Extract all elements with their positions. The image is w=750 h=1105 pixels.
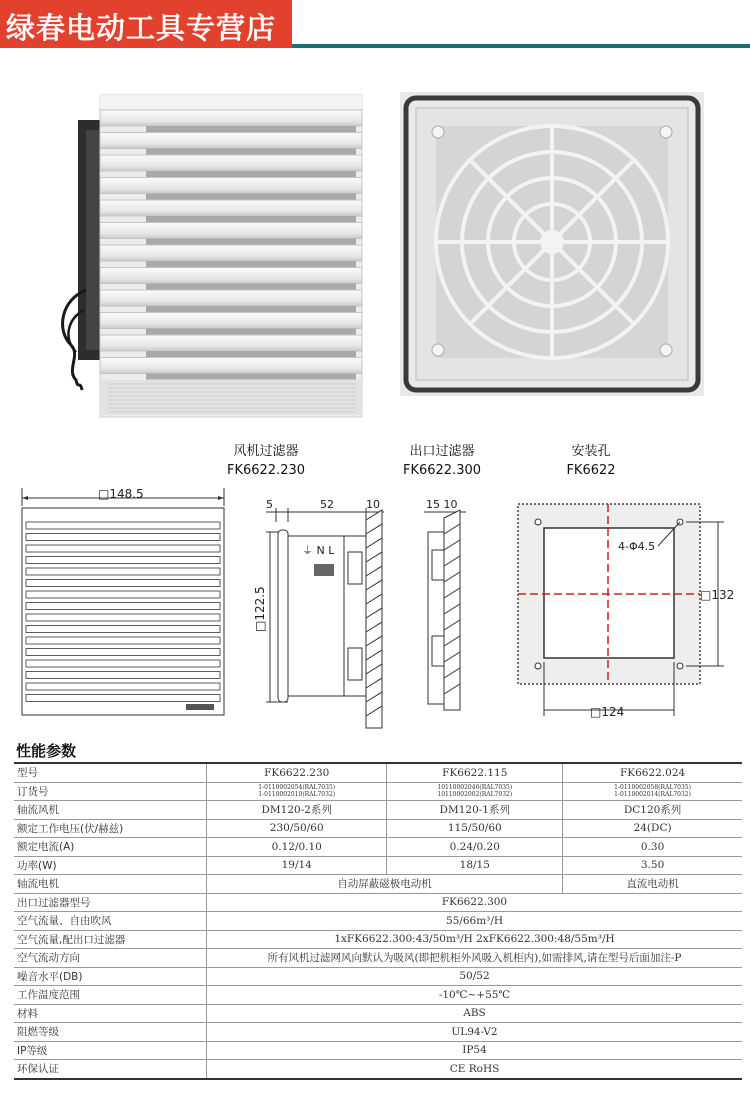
drawing-slat <box>26 603 220 610</box>
spec-value: 0.12/0.10 <box>207 838 387 857</box>
hole-size-label: 4-Φ4.5 <box>618 540 656 553</box>
order-number: 10110002002(RAL7032) <box>437 791 513 799</box>
caption-outlet-filter <box>384 442 500 480</box>
drawing-slat <box>26 568 220 575</box>
store-banner <box>0 0 292 48</box>
spec-label: 空气流量、自由吹风 <box>14 912 207 931</box>
spec-label: 阻燃等级 <box>14 1023 207 1042</box>
filter-gap <box>146 216 356 222</box>
spec-row <box>14 801 742 820</box>
spec-row <box>14 875 742 894</box>
louver-slat <box>100 200 362 216</box>
louver-slat <box>100 358 362 374</box>
spec-value: FK6622.024 <box>563 763 742 782</box>
spec-label: IP等级 <box>14 1041 207 1060</box>
spec-label: 噪音水平(DB) <box>14 967 207 986</box>
spec-label: 轴流电机 <box>14 875 207 894</box>
fan-filter-photo <box>56 90 366 420</box>
spec-row <box>14 1060 742 1079</box>
order-number: 1-0110002014(RAL7032) <box>614 791 691 799</box>
spec-value: 所有风机过滤网风向默认为吸风(即把机柜外风吸入机柜内),如需排风,请在型号后面加注-P <box>207 949 743 968</box>
caption-mount-hole <box>546 442 636 480</box>
filter-gap <box>146 126 356 132</box>
spec-row <box>14 782 742 801</box>
filter-gap <box>146 261 356 267</box>
spec-label: 型号 <box>14 763 207 782</box>
louver-slat <box>100 335 362 351</box>
spec-row <box>14 986 742 1005</box>
spec-title: 性能参数 <box>16 742 77 760</box>
spec-value: DM120-2系列 <box>207 801 387 820</box>
side-view-drawing <box>244 492 392 736</box>
louver-slat <box>100 155 362 171</box>
spec-label: 工作温度范围 <box>14 986 207 1005</box>
spec-label: 材料 <box>14 1004 207 1023</box>
outlet-filter-photo <box>400 92 704 396</box>
filter-gap <box>146 374 356 380</box>
dim-height-label: □122.5 <box>253 586 267 632</box>
filter-gap <box>146 351 356 357</box>
spec-row <box>14 856 742 875</box>
louver-slat <box>100 313 362 329</box>
spec-label: 额定工作电压(伏/赫兹) <box>14 819 207 838</box>
spec-value: 0.24/0.20 <box>387 838 563 857</box>
louver-slat <box>100 290 362 306</box>
spec-value: 24(DC) <box>563 819 742 838</box>
louver-slat <box>100 268 362 284</box>
spec-value <box>563 782 742 801</box>
spec-value: 50/52 <box>207 967 743 986</box>
spec-value: DC120系列 <box>563 801 742 820</box>
spec-label: 额定电流(A) <box>14 838 207 857</box>
spec-label: 环保认证 <box>14 1060 207 1079</box>
caption-fan-filter-model: FK6622.230 <box>226 463 306 478</box>
dim-15-10-label: 15 10 <box>426 498 458 511</box>
cutout-height-label: □132 <box>700 588 735 602</box>
filter-gap <box>146 194 356 200</box>
banner-divider <box>292 44 750 48</box>
spec-value: 230/50/60 <box>207 819 387 838</box>
drawing-slat <box>26 637 220 644</box>
spec-row <box>14 893 742 912</box>
spec-value: 19/14 <box>207 856 387 875</box>
order-number: 1-0110002010(RAL7032) <box>258 791 336 799</box>
spec-value: IP54 <box>207 1041 743 1060</box>
spec-value: ABS <box>207 1004 743 1023</box>
drawing-slat <box>26 683 220 690</box>
caption-fan-filter-name: 风机过滤器 <box>233 444 299 459</box>
drawing-slat <box>26 580 220 587</box>
spec-value: 18/15 <box>387 856 563 875</box>
spec-value: 115/50/60 <box>387 819 563 838</box>
drawing-slat <box>26 695 220 702</box>
filter-gap <box>146 149 356 155</box>
spec-row <box>14 967 742 986</box>
spec-value: 0.30 <box>563 838 742 857</box>
filter-gap <box>146 306 356 312</box>
order-number: 1-0110002058(RAL7035) <box>614 784 691 792</box>
order-number: 10110002046(RAL7035) <box>437 784 513 792</box>
spec-label: 订货号 <box>14 782 207 801</box>
spec-value <box>387 782 563 801</box>
spec-value: 1xFK6622.300:43/50m³/H 2xFK6622.300:48/55m³/H <box>207 930 743 949</box>
spec-row <box>14 1041 742 1060</box>
spec-value: DM120-1系列 <box>387 801 563 820</box>
spec-row <box>14 763 742 782</box>
filter-gap <box>146 171 356 177</box>
spec-table <box>14 762 742 1080</box>
mounting-hole-drawing <box>510 500 746 724</box>
filter-gap <box>146 329 356 335</box>
caption-fan-filter <box>208 442 324 480</box>
spec-row <box>14 912 742 931</box>
drawing-slat <box>26 557 220 564</box>
drawing-slat <box>26 534 220 541</box>
spec-value: 55/66m³/H <box>207 912 743 931</box>
spec-label: 出口过滤器型号 <box>14 893 207 912</box>
spec-label: 轴流风机 <box>14 801 207 820</box>
front-view-drawing <box>14 486 236 722</box>
filter-gap <box>146 284 356 290</box>
drawing-slat <box>26 614 220 621</box>
cutout-width-label: □124 <box>590 705 625 719</box>
spec-value: CE RoHS <box>207 1060 743 1079</box>
spec-label: 空气流量,配出口过滤器 <box>14 930 207 949</box>
spec-row <box>14 1023 742 1042</box>
drawing-slat <box>26 591 220 598</box>
spec-value: 自动屏蔽磁极电动机 <box>207 875 563 894</box>
spec-row <box>14 949 742 968</box>
dim-10-label: 10 <box>366 498 380 511</box>
terminal-label: ⏚ N L <box>302 544 335 557</box>
spec-value: 直流电动机 <box>563 875 742 894</box>
drawing-slat <box>26 522 220 529</box>
outlet-side-drawing <box>414 496 474 722</box>
dim-52-label: 52 <box>320 498 334 511</box>
caption-outlet-filter-model: FK6622.300 <box>402 463 482 478</box>
spec-value: FK6622.230 <box>207 763 387 782</box>
dim-5-label: 5 <box>266 498 273 511</box>
spec-row <box>14 819 742 838</box>
dim-width-label: □148.5 <box>98 487 144 501</box>
drawing-slat <box>26 672 220 679</box>
louver-slat <box>100 223 362 239</box>
spec-value: FK6622.115 <box>387 763 563 782</box>
louver-slat <box>100 133 362 149</box>
drawing-slat <box>26 649 220 656</box>
caption-outlet-filter-name: 出口过滤器 <box>409 444 475 459</box>
store-title: 绿春电动工具专营店 <box>6 11 277 45</box>
spec-value: UL94-V2 <box>207 1023 743 1042</box>
drawing-slat <box>26 660 220 667</box>
caption-mount-hole-model: FK6622 <box>566 463 616 478</box>
spec-label: 功率(W) <box>14 856 207 875</box>
louver-slat <box>100 110 362 126</box>
spec-value <box>207 782 387 801</box>
drawing-slat <box>26 626 220 633</box>
spec-value: -10℃~+55℃ <box>207 986 743 1005</box>
spec-value: 3.50 <box>563 856 742 875</box>
caption-mount-hole-name: 安装孔 <box>571 444 611 459</box>
spec-row <box>14 930 742 949</box>
drawing-slat <box>26 545 220 552</box>
spec-value: FK6622.300 <box>207 893 743 912</box>
filter-gap <box>146 239 356 245</box>
order-number: 1-0110002054(RAL7035) <box>258 784 336 792</box>
louver-slat <box>100 245 362 261</box>
spec-row <box>14 838 742 857</box>
louver-slat <box>100 178 362 194</box>
spec-row <box>14 1004 742 1023</box>
spec-label: 空气流动方向 <box>14 949 207 968</box>
